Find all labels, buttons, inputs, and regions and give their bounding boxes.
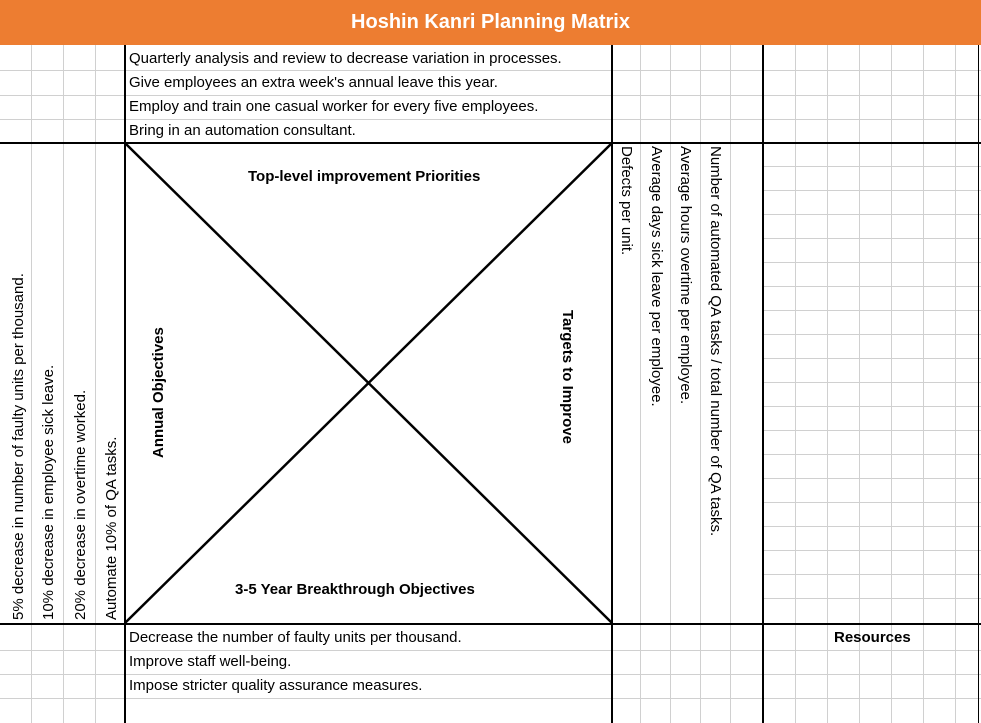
label-targets-to-improve: Targets to Improve xyxy=(559,310,576,444)
label-top-priorities: Top-level improvement Priorities xyxy=(248,168,481,185)
left-item: 10% decrease in employee sick leave. xyxy=(40,364,57,620)
top-item: Employ and train one casual worker for every five employees. xyxy=(129,98,539,115)
label-annual-objectives: Annual Objectives xyxy=(150,327,167,458)
top-item: Give employees an extra week's annual leave this year. xyxy=(129,74,498,91)
left-item: Automate 10% of QA tasks. xyxy=(103,436,120,620)
bottom-item: Impose stricter quality assurance measures. xyxy=(129,677,423,694)
right-item: Number of automated QA tasks / total number of QA tasks. xyxy=(707,146,724,537)
label-breakthrough-objectives: 3-5 Year Breakthrough Objectives xyxy=(235,581,475,598)
right-item: Average days sick leave per employee. xyxy=(648,146,665,407)
matrix-title: Hoshin Kanri Planning Matrix xyxy=(0,0,981,45)
top-item: Bring in an automation consultant. xyxy=(129,122,356,139)
left-item: 20% decrease in overtime worked. xyxy=(72,389,89,620)
top-item: Quarterly analysis and review to decrease variation in processes. xyxy=(129,50,562,67)
resources-label: Resources xyxy=(834,629,911,646)
bottom-item: Decrease the number of faulty units per thousand. xyxy=(129,629,462,646)
bottom-item: Improve staff well-being. xyxy=(129,653,292,670)
matrix-x-diagram xyxy=(125,143,613,624)
right-item: Average hours overtime per employee. xyxy=(677,146,694,405)
right-item: Defects per unit. xyxy=(618,146,635,256)
left-item: 5% decrease in number of faulty units per thousand. xyxy=(10,273,27,620)
